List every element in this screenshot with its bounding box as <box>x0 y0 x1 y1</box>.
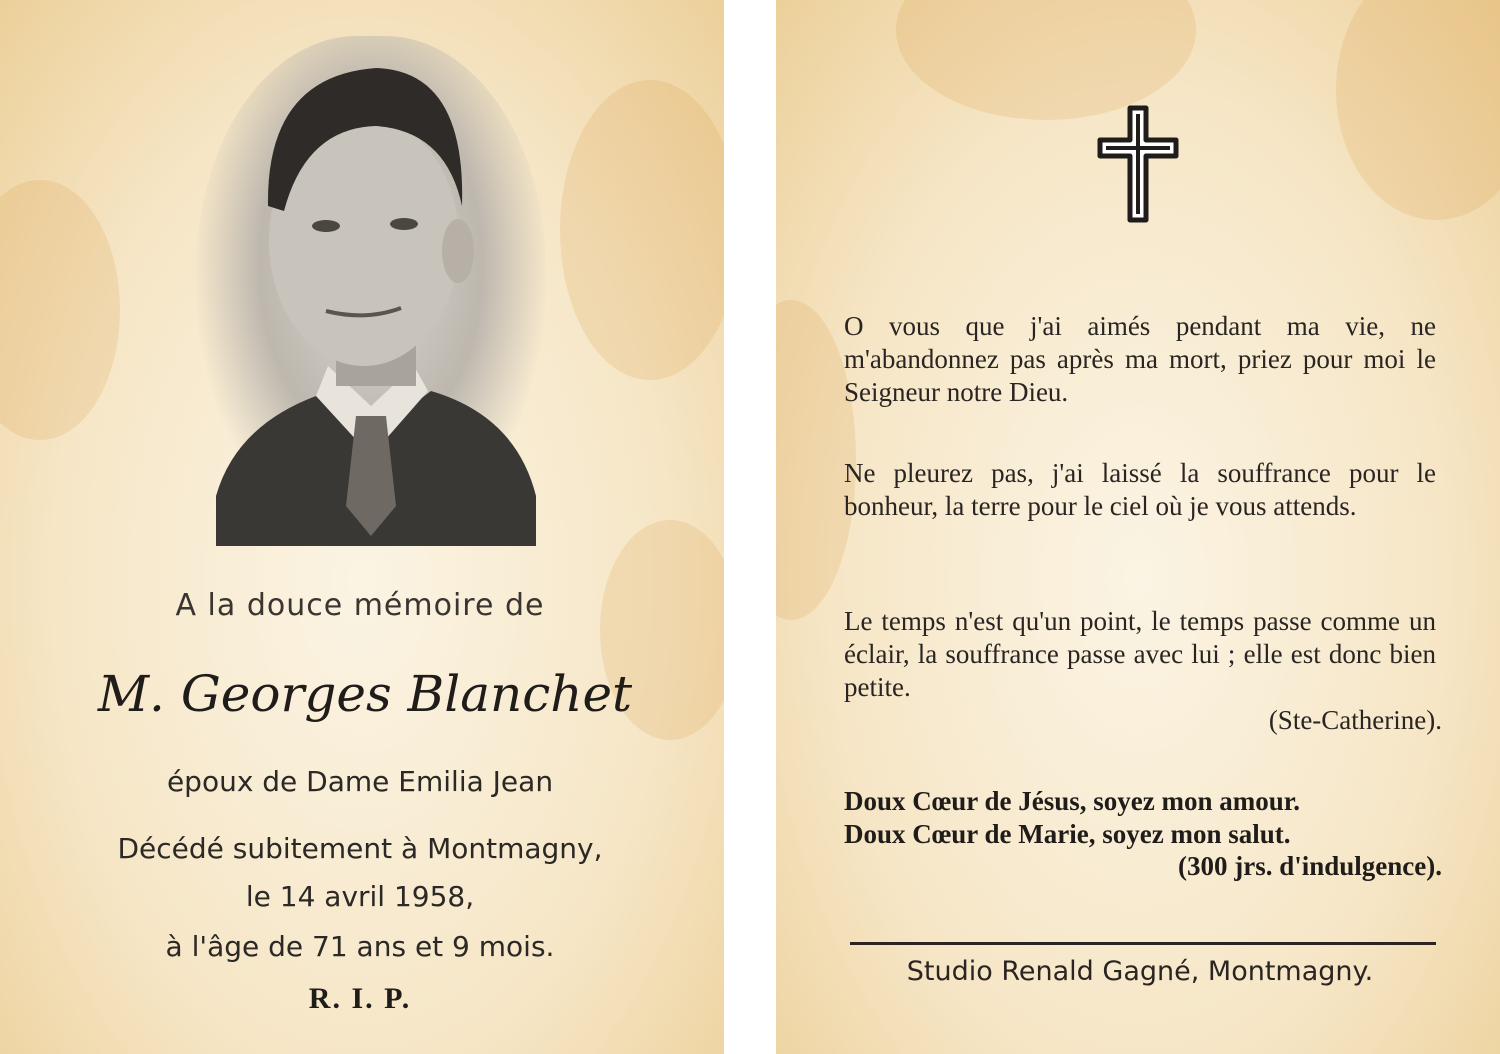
memorial-card-back <box>776 0 1500 1054</box>
cross-icon <box>1096 104 1180 228</box>
age-line: à l'âge de 71 ans et 9 mois. <box>165 930 555 963</box>
portrait-photo <box>196 36 546 546</box>
paper-stain <box>896 0 1196 120</box>
paper-stain <box>0 180 120 440</box>
quote-attribution: (Ste-Catherine). <box>1268 705 1442 735</box>
eye-shape <box>312 220 340 232</box>
eye-shape <box>390 218 418 230</box>
rip-text: R. I. P. <box>308 982 412 1015</box>
portrait-figure <box>196 36 546 546</box>
paper-stain <box>560 80 724 380</box>
prayer-paragraph-2: Ne pleurez pas, j'ai laissé la souffrance pour le bonheur, la terre pour le ciel où je vous attends. <box>844 458 1436 521</box>
prayer-paragraph-1: O vous que j'ai aimés pendant ma vie, ne m'abandonnez pas après ma mort, priez pour moi le Seigneur notre Dieu. <box>844 311 1436 407</box>
death-date-line: le 14 avril 1958, <box>245 880 475 913</box>
dedication-text: A la douce mémoire de <box>175 588 545 623</box>
divider-line <box>850 942 1436 945</box>
studio-credit: Studio Renald Gagné, Montmagny. <box>906 956 1374 987</box>
prayer-paragraph-3: Le temps n'est qu'un point, le temps passe comme un éclair, la souffrance passe avec lui ; elle est donc bien petite. <box>844 606 1436 702</box>
memorial-card-front <box>0 0 724 1054</box>
prayer-line-marie: Doux Cœur de Marie, soyez mon salut. <box>844 819 1291 849</box>
cross-icon-graphic <box>1096 104 1180 224</box>
death-place-line: Décédé subitement à Montmagny, <box>117 832 603 865</box>
spouse-line: époux de Dame Emilia Jean <box>166 765 554 798</box>
deceased-name: M. Georges Blanchet <box>97 665 633 723</box>
paper-stain <box>1336 0 1500 220</box>
prayer-line-jesus: Doux Cœur de Jésus, soyez mon amour. <box>844 786 1301 816</box>
indulgence-note: (300 jrs. d'indulgence). <box>1177 851 1442 881</box>
ear-shape <box>442 219 474 283</box>
